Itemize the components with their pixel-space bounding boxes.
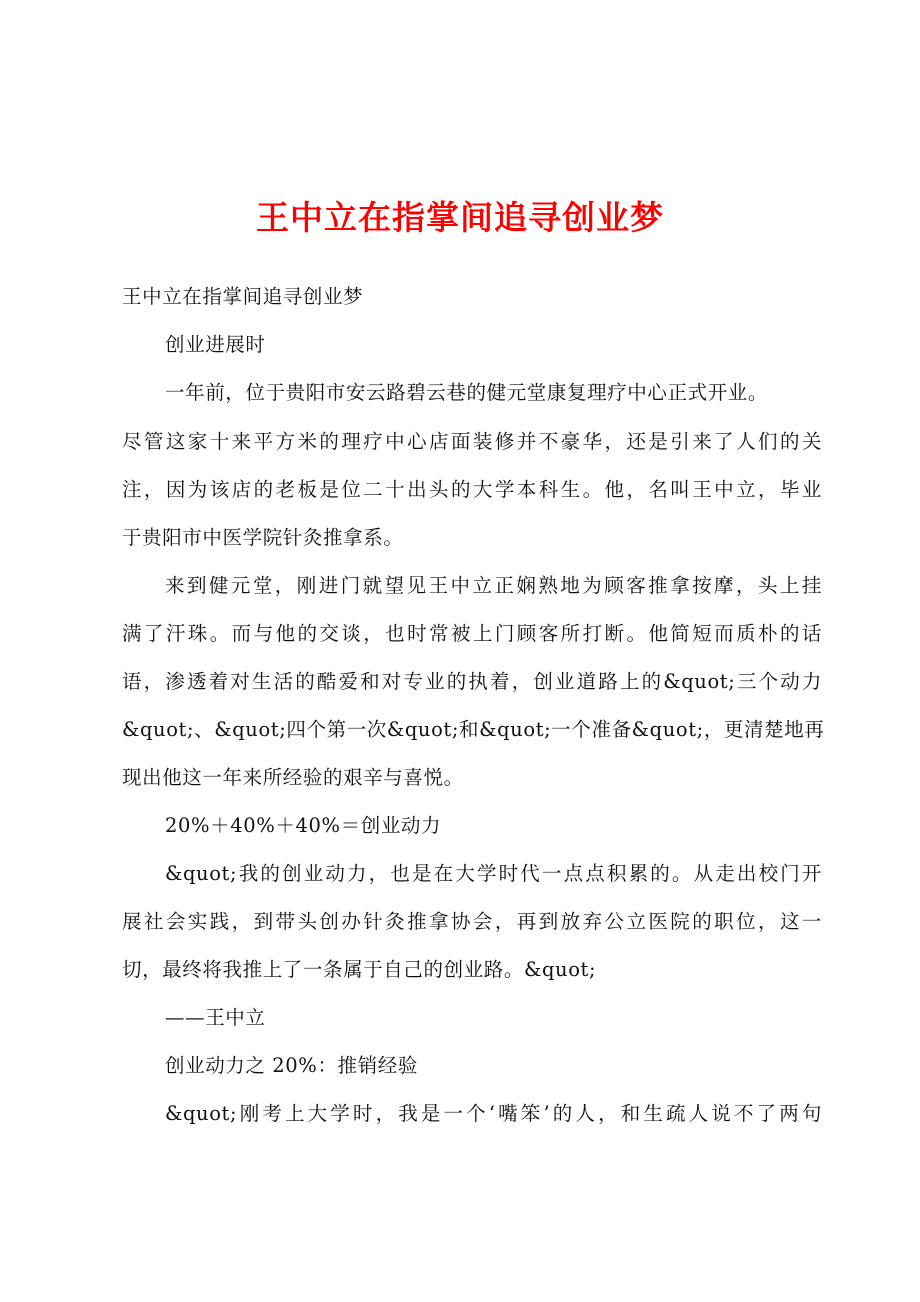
paragraph-line: 满了汗珠。而与他的交谈，也时常被上门顾客所打断。他简短而质朴的话 bbox=[122, 622, 822, 645]
subtitle-line: 王中立在指掌间追寻创业梦 bbox=[122, 285, 364, 308]
quote-line: 展社会实践，到带头创办针灸推拿协会，再到放弃公立医院的职位，这一 bbox=[122, 910, 822, 933]
paragraph-line: 现出他这一年来所经验的艰辛与喜悦。 bbox=[122, 766, 464, 789]
paragraph-line: 尽管这家十来平方米的理疗中心店面装修并不豪华，还是引来了人们的关 bbox=[122, 430, 822, 453]
section-heading: 20%＋40%＋40%＝创业动力 bbox=[165, 814, 442, 837]
quote-line: 切，最终将我推上了一条属于自己的创业路。&quot; bbox=[122, 958, 597, 981]
paragraph-line: &quot;、&quot;四个第一次&quot;和&quot;一个准备&quot;，更清楚地再 bbox=[122, 718, 825, 741]
document-title: 王中立在指掌间追寻创业梦 bbox=[256, 198, 664, 237]
paragraph-line: 于贵阳市中医学院针灸推拿系。 bbox=[122, 526, 404, 549]
paragraph-line: 注，因为该店的老板是位二十出头的大学本科生。他，名叫王中立，毕业 bbox=[122, 478, 822, 501]
quote-line: &quot;我的创业动力，也是在大学时代一点点积累的。从走出校门开 bbox=[165, 862, 822, 885]
section-heading: 创业进展时 bbox=[165, 333, 266, 356]
quote-line: &quot;刚考上大学时，我是一个‘嘴笨’的人，和生疏人说不了两句 bbox=[165, 1102, 822, 1125]
section-heading: 创业动力之 20%：推销经验 bbox=[165, 1054, 418, 1077]
paragraph-line: 语，渗透着对生活的酷爱和对专业的执着，创业道路上的&quot;三个动力 bbox=[122, 670, 822, 693]
paragraph-line: 来到健元堂，刚进门就望见王中立正娴熟地为顾客推拿按摩，头上挂 bbox=[165, 574, 822, 597]
quote-attribution: ——王中立 bbox=[165, 1006, 266, 1029]
paragraph-line: 一年前，位于贵阳市安云路碧云巷的健元堂康复理疗中心正式开业。 bbox=[165, 381, 769, 404]
